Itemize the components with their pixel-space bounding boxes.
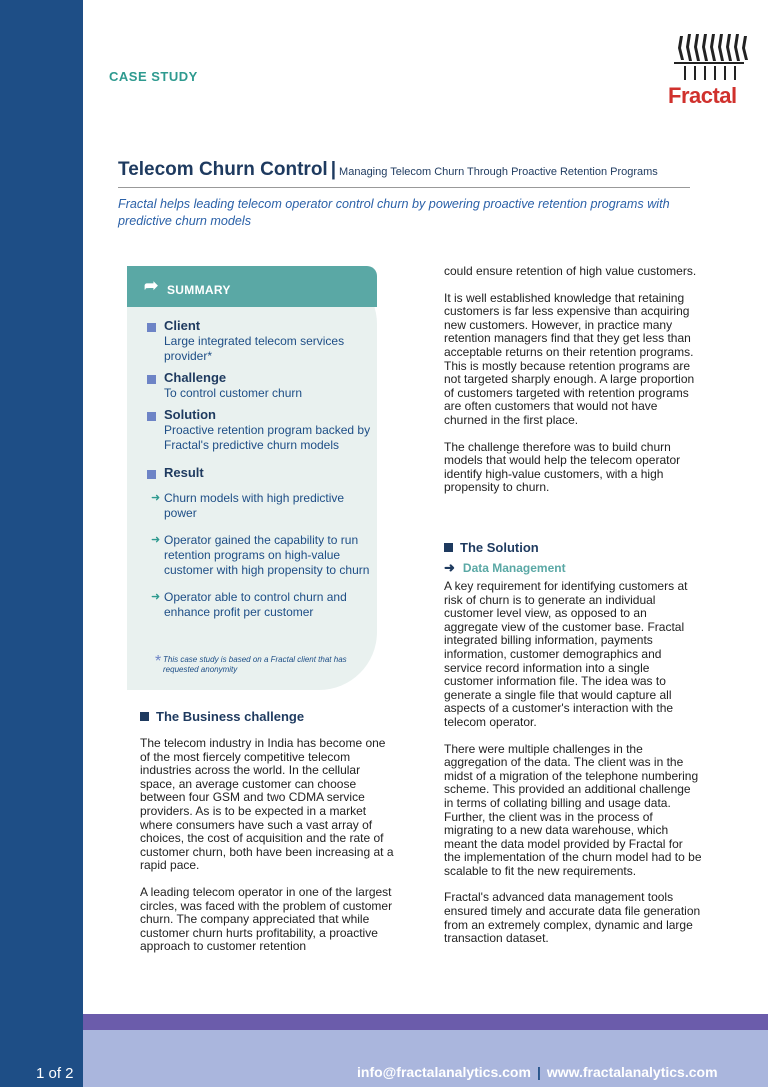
case-study-label: CASE STUDY: [109, 69, 198, 84]
paragraph: The challenge therefore was to build churn models that would help the telecom operator identify high-value customers, with a high propensity to churn.: [444, 439, 681, 495]
paragraph: It is well established knowledge that retaining customers is far less expensive than acquiring new customers. However, in practice many retention managers find that they get less than acceptable returns on their retention programs. This is mostly because retention programs are not targeted sharply enough. A large proportion of customers targeted with retention programs are often customers that would not have churned in the first place.: [444, 290, 695, 427]
challenge-label: Challenge: [164, 370, 227, 385]
footer-separator: |: [536, 1064, 541, 1080]
summary-client: [147, 318, 372, 364]
summary-header: [127, 266, 377, 307]
summary-result: [147, 465, 372, 481]
square-bullet-icon: [140, 712, 149, 721]
result-text: Churn models with high predictive power: [164, 491, 345, 520]
result-item: [147, 491, 372, 521]
solution-body: [444, 580, 702, 959]
business-challenge-body: [140, 737, 398, 967]
footer-email-link[interactable]: info@fractalanalytics.com: [357, 1064, 531, 1080]
client-text: Large integrated telecom services provider*: [164, 334, 345, 363]
challenge-text: To control customer churn: [164, 386, 303, 400]
business-challenge-title: The Business challenge: [156, 709, 305, 724]
solution-label: Solution: [164, 407, 216, 422]
paragraph: A key requirement for identifying customers at risk of churn is to generate an individual customer level view, as opposed to an aggregate view of the customer base. Fractal integrated billing information, payments information, customer demographics and service record information into a single customer information file. The idea was to generate a single file that would capture all aspects of a customer's interaction with the telecom operator.: [444, 579, 688, 729]
square-bullet-icon: [147, 323, 156, 332]
result-text: Operator able to control churn and enhance profit per customer: [164, 590, 347, 619]
paragraph: There were multiple challenges in the aggregation of the data. The client was in the midst of a migration of the telephone numbering scheme. This provided an additional challenge in terms of collating billing and usage data. Further, the client was in the process of migrating to a new data warehouse, which meant the data model provided by Fractal for the implementation of the churn model had to be scalable to fit the new requirements.: [444, 741, 702, 878]
title-separator: |: [330, 159, 337, 180]
summary-arrow-icon: ➦: [144, 276, 159, 295]
paragraph: The telecom industry in India has become one of the most fiercely competitive telecom industries across the world. In the cellular space, an average customer can choose between four GSM and two CDMA service providers. As is to be expected in a market where consumers have such a vast array of choices, the cost of acquisition and the rate of customer churn, both have been increasing at a rapid pace.: [140, 736, 394, 873]
client-label: Client: [164, 318, 201, 333]
page-title: [118, 159, 658, 181]
paragraph: A leading telecom operator in one of the largest circles, was faced with the problem of customer churn. The company appreciated that while customer churn hurts profitability, a proactive approach to customer retention: [140, 884, 393, 954]
summary-label: SUMMARY: [167, 283, 231, 297]
summary-list: [147, 318, 372, 632]
footer-band-top: [83, 1014, 768, 1030]
square-bullet-icon: [147, 470, 156, 479]
footer-contact: [357, 1064, 718, 1080]
asterisk-icon: *: [155, 653, 162, 670]
summary-challenge: [147, 370, 372, 401]
fractal-logo-text: Fractal: [668, 83, 737, 108]
footer-website-link[interactable]: www.fractalanalytics.com: [546, 1064, 718, 1080]
intro-text: Fractal helps leading telecom operator control churn by powering proactive retention programs with predictive churn models: [118, 197, 670, 228]
result-label: Result: [164, 465, 204, 480]
solution-text: Proactive retention program backed by Fractal's predictive churn models: [164, 423, 371, 452]
data-management-heading: [444, 560, 566, 576]
solution-title: The Solution: [460, 540, 539, 555]
right-column-intro: [444, 265, 702, 508]
left-sidebar-band: [0, 0, 83, 1087]
title-subtitle: Managing Telecom Churn Through Proactive Retention Programs: [339, 166, 658, 178]
page-number: 1 of 2: [36, 1065, 74, 1082]
result-item: [147, 533, 372, 578]
square-bullet-icon: [147, 412, 156, 421]
arrow-bullet-icon: ➜: [151, 591, 161, 603]
business-challenge-heading: [140, 709, 304, 724]
solution-heading: [444, 540, 539, 555]
square-bullet-icon: [147, 375, 156, 384]
data-management-title: Data Management: [462, 561, 566, 575]
arrow-icon: ➜: [444, 560, 455, 575]
title-divider: [118, 187, 690, 188]
summary-footnote: This case study is based on a Fractal client that has requested anonymity: [163, 655, 347, 674]
paragraph: could ensure retention of high value customers.: [444, 264, 697, 278]
arrow-bullet-icon: ➜: [151, 492, 161, 504]
title-main: Telecom Churn Control: [118, 159, 328, 180]
summary-solution: [147, 407, 372, 453]
paragraph: Fractal's advanced data management tools ensured timely and accurate data file generation from an extremely complex, dynamic and large transaction dataset.: [444, 890, 701, 946]
result-item: [147, 590, 372, 620]
arrow-bullet-icon: ➜: [151, 534, 161, 546]
square-bullet-icon: [444, 543, 453, 552]
result-text: Operator gained the capability to run retention programs on high-value customer with high propensity to churn: [164, 533, 370, 577]
